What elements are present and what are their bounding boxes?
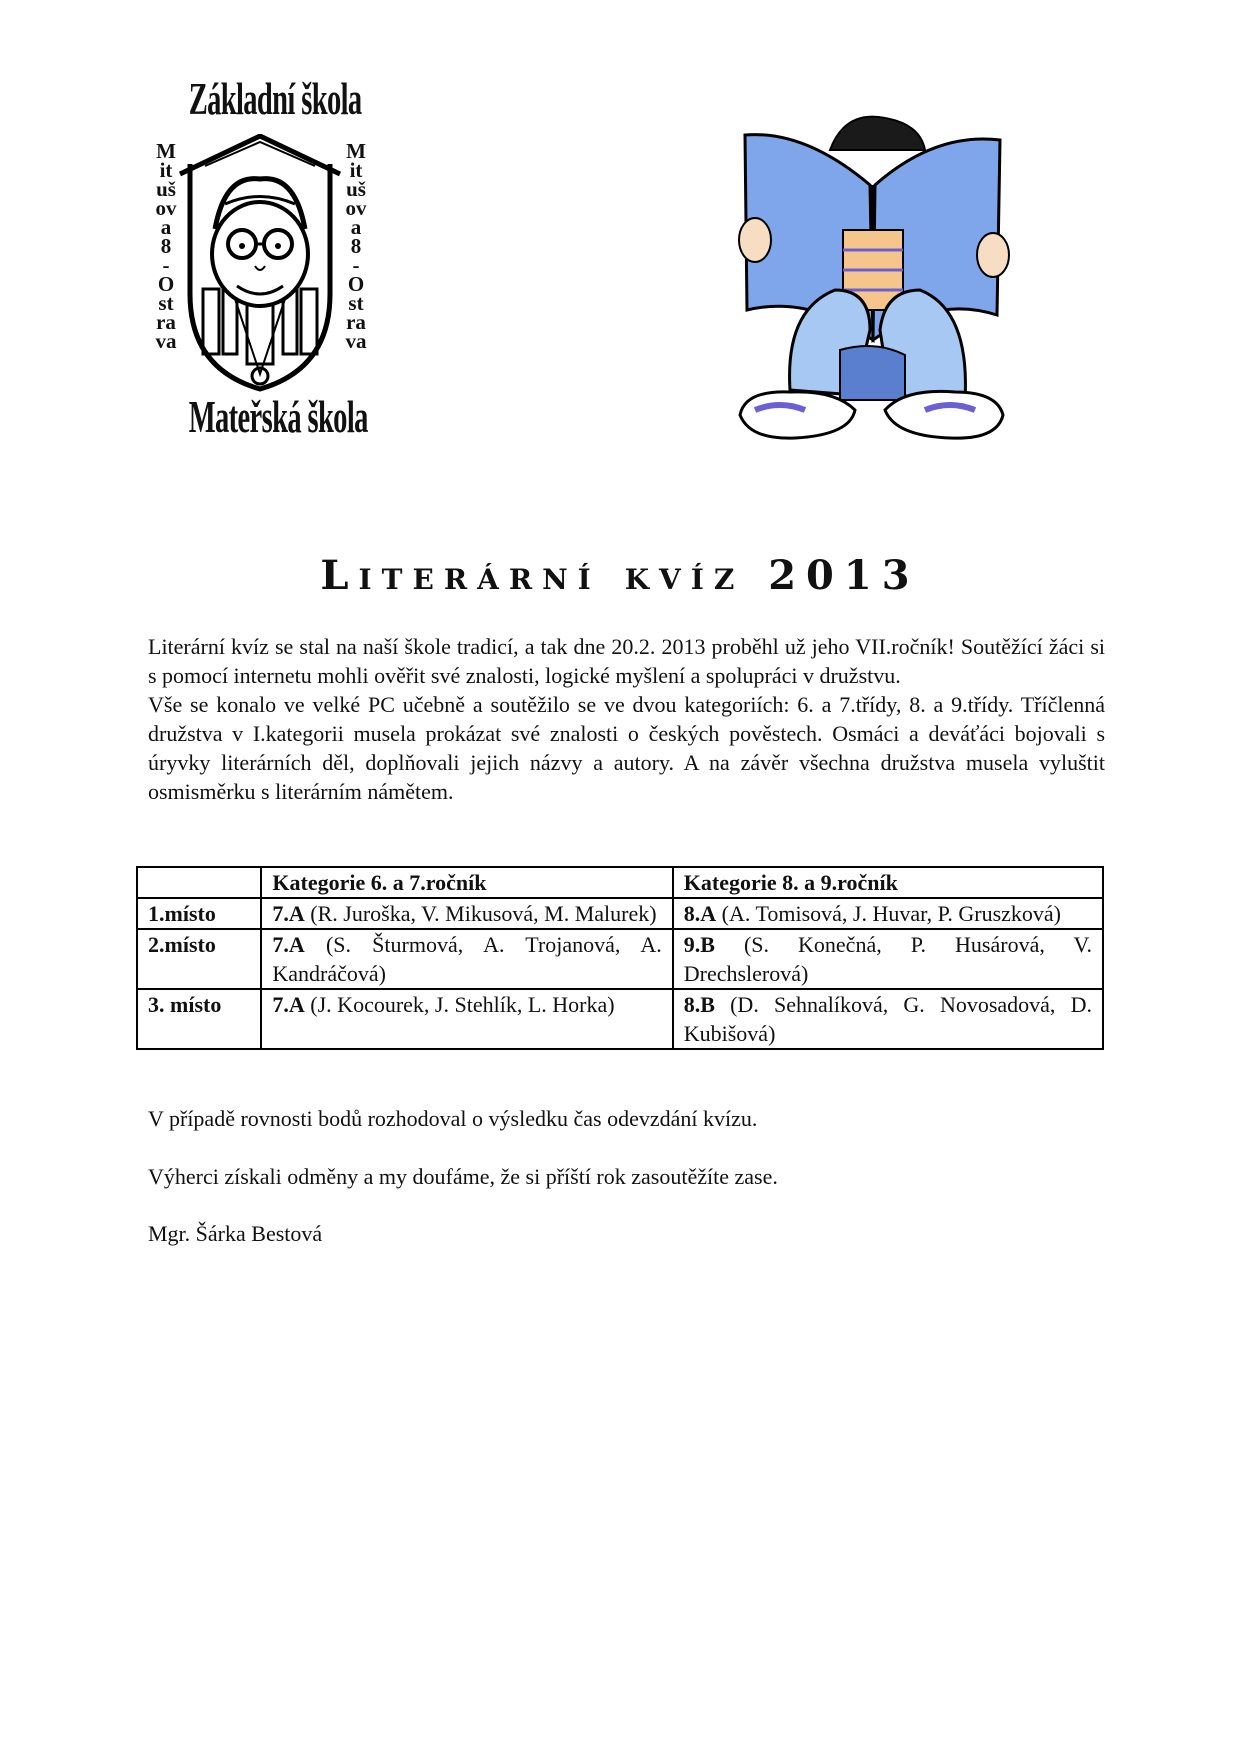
class-label: 8.A [683,901,717,926]
place-cell: 3. místo [137,989,261,1049]
table-header-cell [137,867,261,898]
category-1-cell [261,989,672,1049]
school-logo [145,72,375,442]
logo-bottom-text: Mateřská škola [188,391,368,442]
category-2-cell [673,898,1103,929]
reading-child-illustration [735,110,1010,450]
table-header-category-1: Kategorie 6. a 7.ročník [261,867,672,898]
class-label: 7.A [272,901,305,926]
category-1-cell [261,898,672,929]
class-label: 7.A [272,932,305,957]
results-table [136,866,1104,1050]
table-row [137,898,1103,929]
logo-top-text: Základní škola [188,73,362,124]
table-row [137,989,1103,1049]
team-members: (S. Konečná, P. Husárová, V. Drechslerová) [683,932,1092,986]
signature: Mgr. Šárka Bestová [148,1221,323,1246]
class-label: 9.B [683,932,715,957]
place-cell: 2.místo [137,929,261,989]
closing-text: Výherci získali odměny a my doufáme, že si příští rok zasoutěžíte zase. [148,1164,778,1189]
school-crest-icon [175,134,345,394]
intro-paragraph-2: Vše se konalo ve velké PC učebně a soutěžilo se ve dvou kategoriích: 6. a 7.třídy, 8. a 9.třídy. Tříčlenná družstva v I.kategorii musela prokázat své znalosti o českých pověstech. Osmáci a deváťáci bojovali s úryvky literárních děl, doplňovali jejich názvy a autory. A na závěr všechna družstva musela vyluštit osmisměrku s literárním námětem. [148,692,1105,804]
class-label: 8.B [683,992,715,1017]
team-members: (D. Sehnalíková, G. Novosadová, D. Kubišová) [683,992,1092,1046]
intro-text [148,632,1105,806]
place-cell: 1.místo [137,898,261,929]
page-title: Literární kvíz 2013 [320,552,920,599]
category-1-cell [261,929,672,989]
category-2-cell [673,929,1103,989]
category-2-cell [673,989,1103,1049]
team-members: (J. Kocourek, J. Stehlík, L. Horka) [304,992,615,1017]
team-members: (S. Šturmová, A. Trojanová, A. Kandráčová) [272,932,662,986]
tiebreak-note: V případě rovnosti bodů rozhodoval o výsledku čas odevzdání kvízu. [148,1106,758,1131]
team-members: (R. Juroška, V. Mikusová, M. Malurek) [304,901,657,926]
logo-side-text-right: Mitušova 8 - Ostrava [345,139,367,353]
table-row [137,929,1103,989]
class-label: 7.A [272,992,305,1017]
table-header-row [137,867,1103,898]
table-header-category-2: Kategorie 8. a 9.ročník [673,867,1103,898]
team-members: (A. Tomisová, J. Huvar, P. Gruszková) [716,901,1061,926]
logo-side-text-left: Mitušova 8 - Ostrava [155,139,177,353]
intro-paragraph-1: Literární kvíz se stal na naší škole tradicí, a tak dne 20.2. 2013 proběhl už jeho VII.ročník! Soutěžící žáci si s pomocí internetu mohli ověřit své znalosti, logické myšlení a spolupráci v družstvu. [148,634,1105,688]
